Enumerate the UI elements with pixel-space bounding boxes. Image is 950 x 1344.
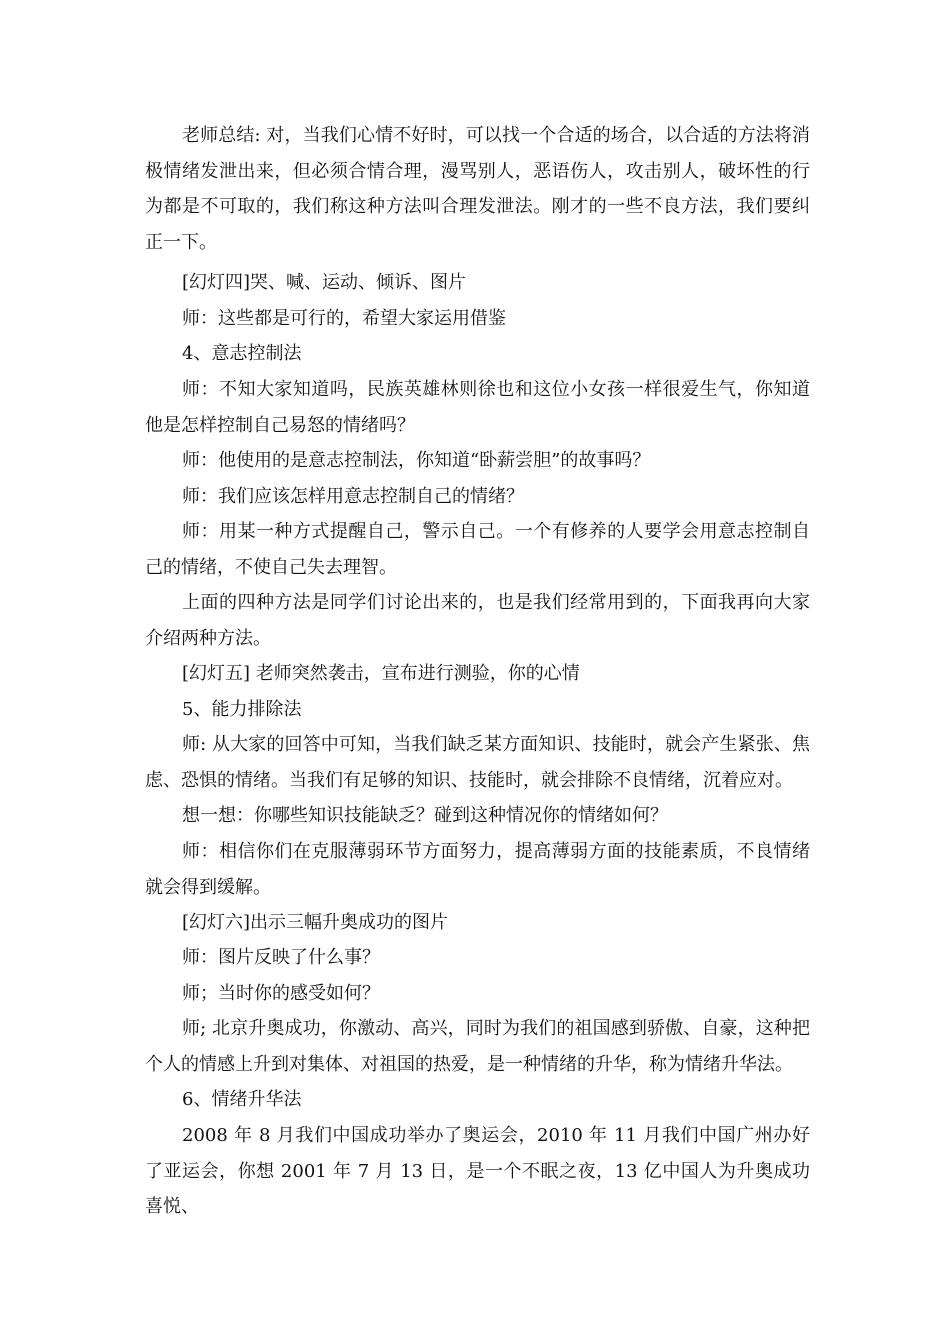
paragraph-four-methods: 上面的四种方法是同学们讨论出来的，也是我们经常用到的，下面我再向大家介绍两种方法。 [145, 592, 810, 649]
teacher-line: 师：我们应该怎样用意志控制自己的情绪？ [182, 486, 524, 507]
paragraph-self-reminder: 师：用某一种方式提醒自己，警示自己。一个有修养的人要学会用意志控制自己的情绪，不使自己失去理智。 [145, 521, 810, 578]
think-line: 想一想：你哪些知识技能缺乏？碰到这种情况你的情绪如何？ [182, 805, 668, 826]
teacher-line: 师：他使用的是意志控制法，你知道“卧薪尝胆”的故事吗？ [182, 450, 651, 471]
slide-four-line: [幻灯四]哭、喊、运动、倾诉、图片 [182, 272, 467, 293]
paragraph-improve: 师：相信你们在克服薄弱环节方面努力，提高薄弱方面的技能素质，不良情绪就会得到缓解。 [145, 841, 810, 898]
teacher-line: 师：图片反映了什么事？ [182, 947, 380, 968]
teacher-line: 师；当时你的感受如何？ [182, 983, 380, 1004]
paragraph-ability: 师: 从大家的回答中可知，当我们缺乏某方面知识、技能时，就会产生紧张、焦虑、恐惧的情绪。当我们有足够的知识、技能时，就会排除不良情绪，沉着应对。 [145, 734, 810, 791]
paragraph-sublimation: 师; 北京升奥成功，你激动、高兴，同时为我们的祖国感到骄傲、自豪，这种把个人的情感上升到对集体、对祖国的热爱，是一种情绪的升华，称为情绪升华法。 [145, 1018, 810, 1075]
slide-six-line: [幻灯六]出示三幅升奥成功的图片 [182, 912, 449, 933]
section-heading-willpower: 4、意志控制法 [182, 343, 302, 364]
paragraph-olympics: 2008 年 8 月我们中国成功举办了奥运会，2010 年 11 月我们中国广州办好了亚运会，你想 2001 年 7 月 13 日，是一个不眠之夜，13 亿中国人为升奥成功喜悦、 [145, 1125, 810, 1217]
paragraph-linzexu: 师：不知大家知道吗，民族英雄林则徐也和这位小女孩一样很爱生气，你知道他是怎样控制自己易怒的情绪吗？ [145, 379, 810, 436]
teacher-line: 师：这些都是可行的，希望大家运用借鉴 [182, 308, 506, 329]
paragraph-teacher-summary: 老师总结: 对，当我们心情不好时，可以找一个合适的场合，以合适的方法将消极情绪发泄出来，但必须合情合理，漫骂别人，恶语伤人，攻击别人，破坏性的行为都是不可取的，我们称这种方法叫合理发泄法。刚才的一些不良方法，我们要纠正一下。 [145, 125, 810, 253]
section-heading-sublimation: 6、情绪升华法 [182, 1089, 302, 1110]
slide-five-line: [幻灯五] 老师突然袭击，宣布进行测验，你的心情 [182, 663, 580, 684]
section-heading-ability: 5、能力排除法 [182, 699, 302, 720]
